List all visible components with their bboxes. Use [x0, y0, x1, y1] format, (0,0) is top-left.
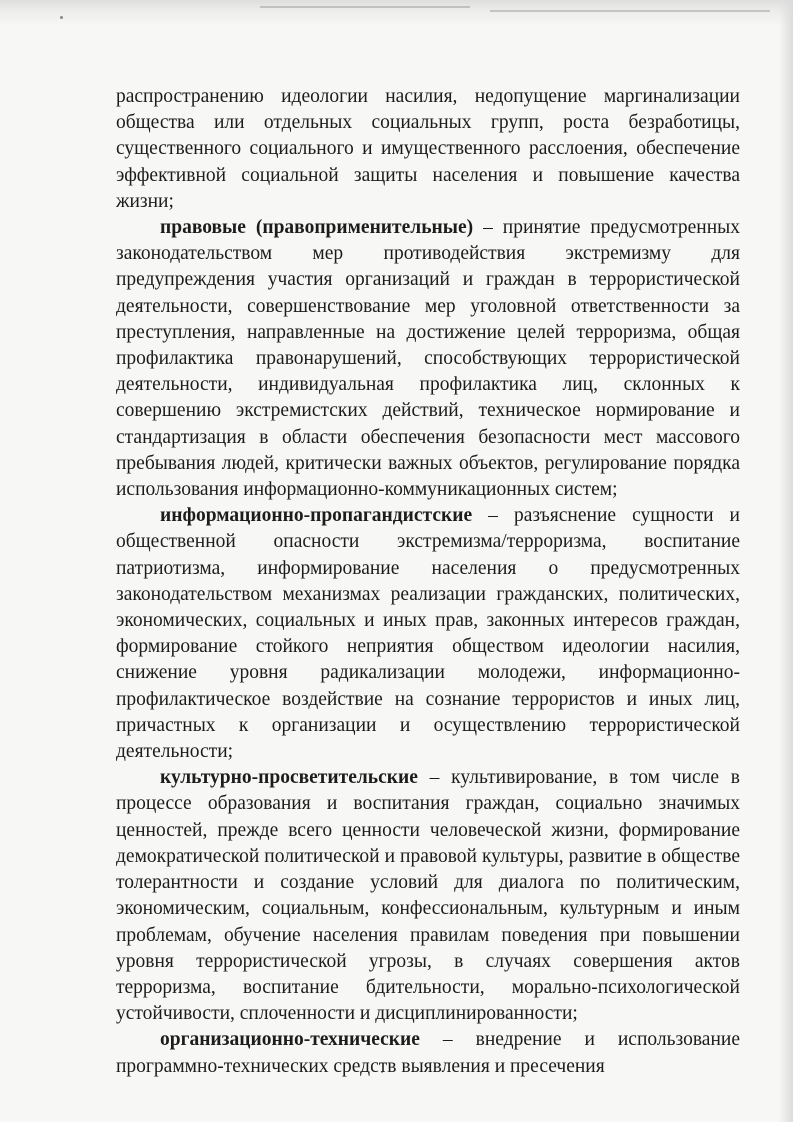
paragraph-text: – принятие предусмотренных законодательством мер противодействия экстремизму для предупреждения участия организаций и граждан в террористической деятельности, совершенствование мер уголовной ответственности за преступления, направленные на достижение целей терроризма, общая профилактика правонарушений, способствующих террористической деятельности, индивидуальная профилактика лиц, склонных к совершению экстремистских действий, техническое нормирование и стандартизация в области обеспечения безопасности мест массового пребывания людей, критически важных объектов, регулирование порядка использования информационно-коммуникационных систем; — [116, 217, 740, 501]
document-body — [116, 84, 740, 1080]
paragraph-text: – внедрение и использование программно-технических средств выявления и пресечения — [116, 1029, 740, 1077]
paragraph-informational — [116, 503, 740, 765]
scan-shadow-right — [779, 0, 793, 1122]
paragraph-intro — [116, 84, 740, 215]
paragraph-text: – культивирование, в том числе в процессе образования и воспитания граждан, социально значимых ценностей, прежде всего ценности человеческой жизни, формирование демократической политической и правовой культуры, развитие в обществе толерантности и создание условий для диалога по политическим, экономическим, социальным, конфессиональным, культурным и иным проблемам, обучение населения правилам поведения при повышении уровня террористической угрозы, в случаях совершения актов терроризма, воспитание бдительности, морально-психологической устойчивости, сплоченности и дисциплинированности; — [116, 767, 740, 1025]
paragraph-term: правовые (правоприменительные) — [160, 217, 474, 239]
paragraph-text: распространению идеологии насилия, недопущение маргинализации общества или отдельных социальных групп, роста безработицы, существенного социального и имущественного расслоения, обеспечение эффективной социальной защиты населения и повышение качества жизни; — [116, 86, 740, 212]
paragraph-legal — [116, 215, 740, 503]
paragraph-term: культурно-просветительские — [160, 767, 418, 789]
paragraph-term: информационно-пропагандистские — [160, 505, 473, 527]
paragraph-cultural — [116, 765, 740, 1027]
scan-shadow-top — [0, 0, 793, 26]
paragraph-term: организационно-технические — [160, 1029, 420, 1051]
bleed-through-line — [260, 6, 470, 8]
paragraph-text: – разъяснение сущности и общественной опасности экстремизма/терроризма, воспитание патриотизма, информирование населения о предусмотренных законодательством механизмах реализации гражданских, политических, экономических, социальных и иных прав, законных интересов граждан, формирование стойкого неприятия обществом идеологии насилия, снижение уровня радикализации молодежи, информационно-профилактическое воздействие на сознание террористов и иных лиц, причастных к организации и осуществлению террористической деятельности; — [116, 505, 740, 763]
scan-speck — [60, 16, 63, 19]
paragraph-technical — [116, 1027, 740, 1079]
bleed-through-line — [490, 10, 770, 12]
